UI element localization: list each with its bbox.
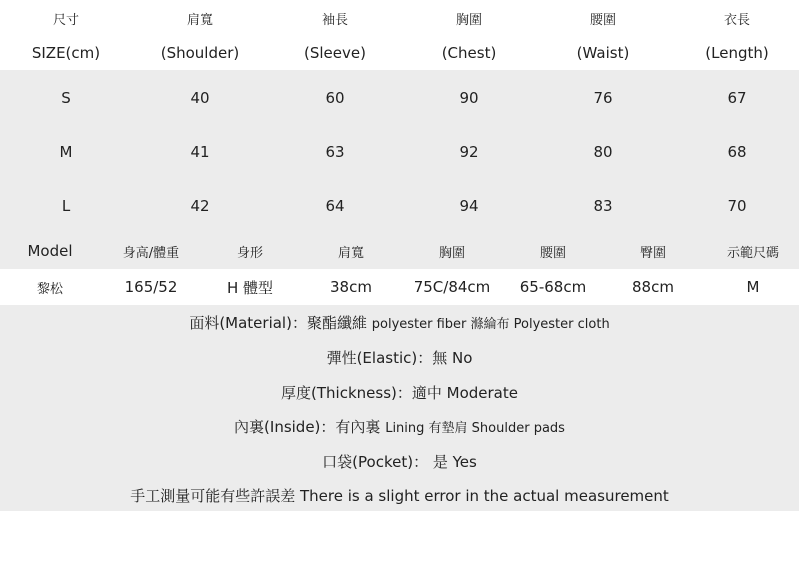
size-row-m: [0, 125, 799, 179]
model-data-row: [0, 269, 799, 305]
size-row-l: [0, 179, 799, 233]
model-header-body-type: 身形: [236, 245, 263, 261]
measurement-note: 手工測量可能有些許誤差 There is a slight error in the actual measurement: [130, 487, 669, 505]
model-sample-size: M: [746, 278, 760, 296]
model-header-waist: 腰圍: [539, 245, 566, 261]
size-cell: 90: [459, 88, 479, 107]
inside-line: [0, 416, 799, 437]
material-detail: polyester fiber 滌綸布 Polyester cloth: [371, 317, 610, 332]
size-cell: 68: [727, 143, 747, 161]
thickness-line: 厚度(Thickness)：適中 Moderate: [281, 384, 518, 402]
model-waist: 65-68cm: [519, 278, 587, 296]
size-header-length-zh: 衣長: [723, 12, 750, 28]
size-header-chest-en: (Chest): [441, 44, 497, 62]
size-cell: 41: [190, 143, 210, 161]
size-header-shoulder-en: (Shoulder): [160, 44, 240, 62]
model-height-weight: 165/52: [124, 278, 178, 296]
size-cell: L: [61, 197, 71, 215]
size-header-length-en: (Length): [705, 44, 769, 62]
inside-label: 內裏(Inside)：有內裏: [234, 418, 381, 436]
model-header-height-weight: 身高/體重: [122, 245, 180, 261]
model-name: 黎松: [36, 281, 63, 297]
size-header-sleeve-en: (Sleeve): [304, 44, 366, 62]
elastic-line: 彈性(Elastic)：無 No: [326, 349, 473, 367]
size-row-s: [0, 70, 799, 125]
size-cell: 83: [593, 197, 613, 215]
size-cell: 64: [325, 197, 345, 215]
size-cell: S: [61, 88, 71, 107]
size-cell: 42: [190, 197, 210, 215]
material-line: [0, 312, 799, 333]
model-hip: 88cm: [632, 278, 674, 296]
size-header-size-en: SIZE(cm): [31, 44, 101, 62]
size-cell: 76: [593, 88, 613, 107]
size-header-shoulder-zh: 肩寬: [186, 12, 213, 28]
size-cell: 92: [459, 143, 479, 161]
size-header-size-zh: 尺寸: [52, 12, 79, 28]
size-table-body: [0, 70, 799, 233]
size-cell: 63: [325, 143, 345, 161]
product-info-block: [0, 305, 799, 511]
size-header-en-row: [0, 36, 799, 70]
size-header-waist-en: (Waist): [576, 44, 630, 62]
size-header-waist-zh: 腰圍: [589, 12, 616, 28]
size-cell: 70: [727, 197, 747, 215]
size-header-sleeve-zh: 袖長: [321, 12, 348, 28]
size-cell: 94: [459, 197, 479, 215]
size-header-chest-zh: 胸圍: [455, 12, 482, 28]
model-header-model: Model: [27, 242, 73, 260]
model-body-type: H 體型: [226, 278, 274, 297]
model-header-chest: 胸圍: [438, 245, 465, 261]
material-label: 面料(Material)：聚酯纖維: [189, 314, 367, 332]
size-cell: 80: [593, 143, 613, 161]
size-header-zh-row: [0, 0, 799, 36]
model-shoulder: 38cm: [330, 278, 372, 296]
size-cell: 60: [325, 88, 345, 107]
size-cell: 67: [727, 88, 747, 107]
pocket-line: 口袋(Pocket)： 是 Yes: [322, 453, 477, 471]
model-header-hip: 臀圍: [639, 245, 666, 261]
model-header-row: [0, 233, 799, 269]
size-cell: 40: [190, 88, 210, 107]
inside-detail: Lining 有墊肩 Shoulder pads: [385, 421, 565, 436]
size-cell: M: [59, 143, 73, 161]
model-header-sample-size: 示範尺碼: [726, 245, 779, 261]
model-header-shoulder: 肩寬: [337, 245, 364, 261]
model-chest: 75C/84cm: [413, 278, 491, 296]
